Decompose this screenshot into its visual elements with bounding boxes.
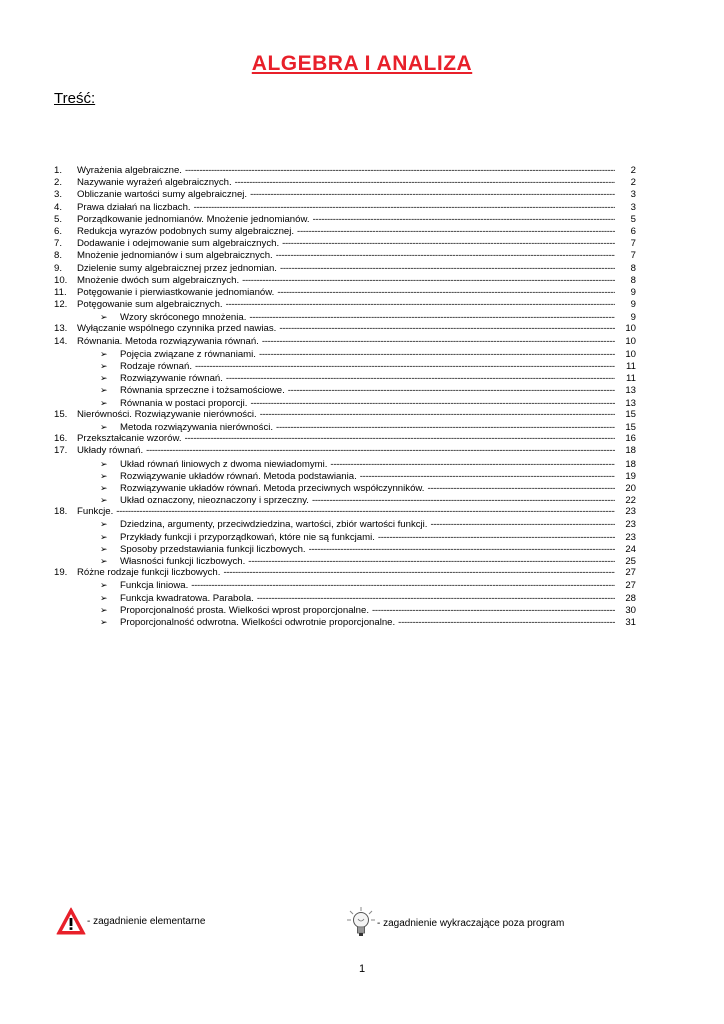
toc-page-number: 8 [630,274,636,286]
toc-label: Nierówności. Rozwiązywanie nierówności. [77,408,257,420]
toc-entry [54,214,636,226]
toc-label: Rodzaje równań. [120,361,192,372]
warning-triangle-icon [55,906,87,936]
toc-leader [398,617,615,629]
toc-page-number: 11 [626,361,636,372]
arrow-bullet-icon: ➢ [100,482,108,493]
toc-label: Równania. Metoda rozwiązywania równań. [77,335,259,347]
toc-page-number: 5 [630,213,636,225]
toc-label: Metoda rozwiązywania nierówności. [120,421,274,433]
toc-label: Układ oznaczony, nieoznaczony i sprzeczny. [120,495,309,507]
toc-entry [54,299,636,311]
toc-page-number: 15 [625,408,636,420]
toc-page-number: 3 [630,201,636,213]
toc-page-number: 7 [630,250,636,262]
arrow-bullet-icon: ➢ [100,616,108,627]
toc-number: 4. [54,201,63,213]
toc-subentry [54,348,636,360]
toc-leader [288,385,615,397]
toc-leader [378,532,615,544]
toc-label: Pojęcia związane z równaniami. [120,348,256,360]
toc-number: 8. [54,250,63,262]
page-number: 1 [358,963,366,975]
arrow-bullet-icon: ➢ [100,458,108,469]
toc-subentry [54,555,636,567]
toc-leader [116,506,615,518]
toc-label: Układ równań liniowych z dwoma niewiadomymi. [120,458,328,470]
toc-page-number: 30 [625,604,636,616]
toc-page-number: 10 [625,323,636,335]
toc-entry [54,263,636,275]
toc-label: Mnożenie dwóch sum algebraicznych. [77,274,240,286]
toc-number: 1. [54,165,63,176]
toc-page-number: 9 [630,299,636,311]
toc-label: Porządkowanie jednomianów. Mnożenie jednomianów. [77,213,310,225]
arrow-bullet-icon: ➢ [100,604,108,615]
toc-number: 19. [54,567,68,579]
toc-label: Układy równań. [77,445,144,457]
toc-subentry [54,531,636,543]
toc-subentry [54,458,636,470]
toc-number: 12. [54,299,68,311]
toc-leader [250,189,615,201]
toc-entry [54,226,636,238]
toc-leader [309,544,615,556]
toc-leader [226,299,615,311]
toc-number: 5. [54,213,63,225]
toc-leader [282,238,615,250]
toc-page-number: 27 [625,580,636,592]
toc-entry [54,445,636,457]
arrow-bullet-icon: ➢ [100,470,108,481]
toc-page-number: 22 [625,495,636,507]
toc-label: Wzory skróconego mnożenia. [120,312,247,324]
toc-leader [257,593,615,605]
toc-entry [54,409,636,421]
toc-entry [54,189,636,201]
toc-leader [195,361,615,373]
toc-subentry [54,360,636,372]
toc-leader [146,445,615,457]
toc-entry [54,165,636,177]
toc-page-number: 19 [625,470,636,482]
legend-elementary-text: - zagadnienie elementarne [87,915,206,927]
light-bulb-icon [345,906,377,940]
toc-label: Przykłady funkcji i przyporządkowań, które nie są funkcjami. [120,531,375,543]
toc-label: Własności funkcji liczbowych. [120,556,246,567]
toc-page-number: 10 [625,335,636,347]
toc-page-number: 23 [625,506,636,518]
legend-beyond-program [345,906,564,940]
toc-label: Obliczanie wartości sumy algebraicznej. [77,189,248,201]
toc-number: 7. [54,238,63,250]
toc-subentry [54,616,636,628]
toc-entry [54,275,636,287]
toc-page-number: 28 [625,592,636,604]
toc-page-number: 13 [625,385,636,397]
toc-page-number: 6 [630,225,636,237]
toc-number: 14. [54,335,68,347]
toc-label: Redukcja wyrazów podobnych sumy algebraicznej. [77,225,295,237]
toc-subentry [54,372,636,384]
legend-beyond-text: - zagadnienie wykraczające poza program [377,917,565,929]
arrow-bullet-icon: ➢ [100,592,108,603]
toc-label: Nazywanie wyrażeń algebraicznych. [77,177,232,189]
toc-entry [54,433,636,445]
toc-page-number: 23 [625,519,636,531]
toc-subentry [54,543,636,555]
toc-leader [280,263,615,275]
toc-label: Dzielenie sumy algebraicznej przez jednomian. [77,262,277,274]
toc-label: Równania sprzeczne i tożsamościowe. [120,385,285,397]
contents-heading: Treść: [54,90,96,107]
toc-subentry [54,604,636,616]
toc-label: Proporcjonalność odwrotna. Wielkości odwrotnie proporcjonalne. [120,616,396,628]
toc-subentry [54,421,636,433]
document-title: ALGEBRA I ANALIZA [251,52,473,75]
toc-label: Sposoby przedstawiania funkcji liczbowych. [120,543,306,555]
toc-subentry [54,518,636,530]
toc-leader [242,275,615,287]
toc-label: Funkcje. [77,506,114,518]
toc-page-number: 10 [625,348,636,360]
arrow-bullet-icon: ➢ [100,373,108,384]
toc-label: Rozwiązywanie układów równań. Metoda przeciwnych współczynników. [120,482,425,494]
toc-leader [194,202,615,214]
arrow-bullet-icon: ➢ [100,385,108,396]
toc-leader [185,433,615,445]
toc-number: 11. [54,286,67,298]
toc-leader [297,226,615,238]
arrow-bullet-icon: ➢ [100,421,108,432]
toc-subentry [54,384,636,396]
toc-page-number: 27 [625,567,636,579]
toc-number: 6. [54,225,63,237]
toc-entry [54,287,636,299]
toc-number: 13. [54,323,68,335]
toc-number: 10. [54,274,68,286]
toc-entry [54,177,636,189]
toc-entry [54,202,636,214]
toc-page-number: 13 [625,397,636,409]
toc-entry [54,250,636,262]
toc-page-number: 15 [625,421,636,433]
toc-leader [223,567,615,579]
toc-page-number: 20 [625,482,636,494]
toc-page-number: 25 [625,556,636,567]
toc-label: Prawa działań na liczbach. [77,201,191,213]
toc-number: 17. [54,445,68,457]
arrow-bullet-icon: ➢ [100,519,108,530]
toc-page-number: 3 [630,189,636,201]
toc-entry [54,567,636,579]
toc-leader [427,483,615,495]
toc-number: 9. [54,262,63,274]
toc-label: Funkcja kwadratowa. Parabola. [120,592,254,604]
toc-label: Dodawanie i odejmowanie sum algebraicznych. [77,238,280,250]
table-of-contents [54,165,636,628]
toc-leader [313,214,615,226]
toc-number: 18. [54,506,68,518]
toc-page-number: 23 [625,531,636,543]
toc-page-number: 18 [625,445,636,457]
toc-leader [191,580,615,592]
toc-label: Potęgowanie sum algebraicznych. [77,299,223,311]
toc-entry [54,323,636,335]
toc-label: Rozwiązywanie równań. [120,373,223,385]
toc-leader [226,373,615,385]
toc-subentry [54,579,636,591]
toc-label: Wyłączanie wspólnego czynnika przed nawias. [77,323,277,335]
arrow-bullet-icon: ➢ [100,531,108,542]
toc-label: Proporcjonalność prosta. Wielkości wprost proporcjonalne. [120,604,370,616]
toc-label: Funkcja liniowa. [120,580,189,592]
toc-label: Przekształcanie wzorów. [77,433,182,445]
toc-page-number: 7 [630,238,636,250]
toc-entry [54,506,636,518]
toc-number: 2. [54,177,63,189]
toc-page-number: 24 [625,543,636,555]
toc-leader [235,177,615,189]
toc-page-number: 18 [625,458,636,470]
toc-subentry [54,397,636,409]
arrow-bullet-icon: ➢ [100,312,108,323]
toc-page-number: 8 [630,262,636,274]
toc-label: Mnożenie jednomianów i sum algebraicznych. [77,250,273,262]
toc-entry [54,336,636,348]
toc-subentry [54,311,636,323]
toc-label: Różne rodzaje funkcji liczbowych. [77,567,221,579]
toc-page-number: 11 [626,373,636,385]
toc-leader [372,605,615,617]
toc-subentry [54,592,636,604]
arrow-bullet-icon: ➢ [100,495,108,506]
toc-subentry [54,494,636,506]
toc-leader [277,287,615,299]
arrow-bullet-icon: ➢ [100,556,108,566]
toc-label: Dziedzina, argumenty, przeciwdziedzina, wartości, zbiór wartości funkcji. [120,519,428,531]
toc-page-number: 2 [630,177,636,189]
toc-label: Potęgowanie i pierwiastkowanie jednomianów. [77,286,275,298]
toc-number: 16. [54,433,68,445]
toc-leader [276,250,615,262]
toc-subentry [54,482,636,494]
arrow-bullet-icon: ➢ [100,543,108,554]
toc-label: Równania w postaci proporcji. [120,397,248,409]
toc-leader [430,519,615,531]
toc-leader [185,165,615,177]
toc-number: 15. [54,408,68,420]
arrow-bullet-icon: ➢ [100,397,108,408]
legend-elementary [55,906,205,936]
toc-leader [262,336,615,348]
toc-leader [330,459,615,471]
toc-page-number: 2 [630,165,636,176]
toc-page-number: 16 [625,433,636,445]
arrow-bullet-icon: ➢ [100,361,108,371]
toc-leader [279,323,615,335]
toc-number: 3. [54,189,63,201]
toc-label: Wyrażenia algebraiczne. [77,165,182,176]
toc-label: Rozwiązywanie układów równań. Metoda podstawiania. [120,470,357,482]
arrow-bullet-icon: ➢ [100,580,108,591]
toc-subentry [54,470,636,482]
arrow-bullet-icon: ➢ [100,348,108,359]
toc-entry [54,238,636,250]
toc-page-number: 9 [630,286,636,298]
toc-leader [360,471,615,483]
toc-page-number: 31 [625,616,636,628]
toc-leader [259,349,615,361]
toc-page-number: 9 [630,312,636,324]
toc-leader [260,409,615,421]
